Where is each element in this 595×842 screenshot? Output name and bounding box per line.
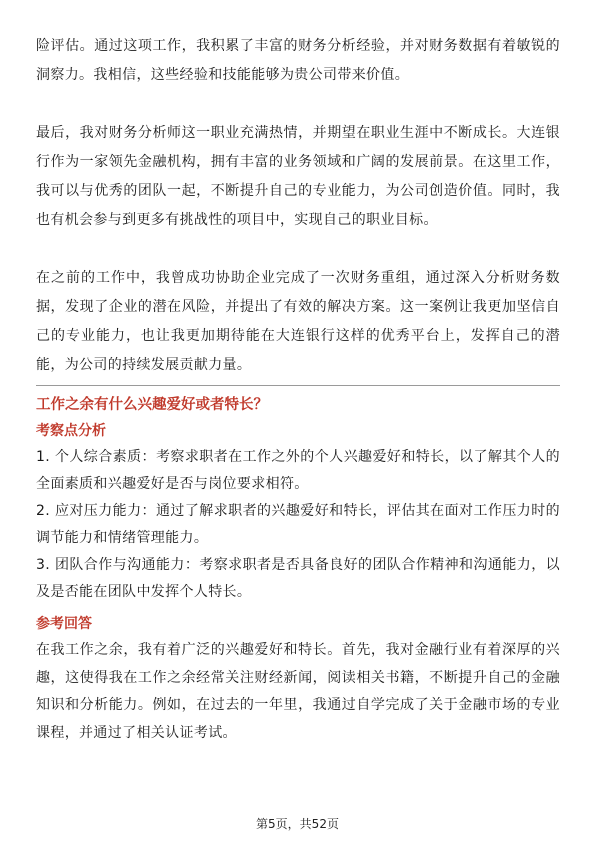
question-title: 工作之余有什么兴趣爱好或者特长？ <box>36 397 268 413</box>
analysis-item: 1. 个人综合素质：考察求职者在工作之外的个人兴趣爱好和特长，以了解其个人的全面素质和兴趣爱好是否与岗位要求相符。 <box>36 449 560 492</box>
answer-heading: 参考回答 <box>36 616 92 632</box>
analysis-item: 3. 团队合作与沟通能力：考察求职者是否具备良好的团队合作精神和沟通能力，以及是否能在团队中发挥个人特长。 <box>36 557 560 600</box>
paragraph-spacer <box>36 90 560 119</box>
section-divider <box>36 385 560 386</box>
analysis-item: 2. 应对压力能力：通过了解求职者的兴趣爱好和特长，评估其在面对工作压力时的调节能力和情绪管理能力。 <box>36 503 560 546</box>
answer-text: 在我工作之余，我有着广泛的兴趣爱好和特长。首先，我对金融行业有着深厚的兴趣，这使得我在工作之余经常关注财经新闻，阅读相关书籍，不断提升自己的金融知识和分析能力。例如，在过去的一年里，我通过自学完成了关于金融市场的专业课程，并通过了相关认证考试。 <box>36 642 560 741</box>
document-page <box>36 32 560 747</box>
analysis-heading: 考察点分析 <box>36 423 106 439</box>
body-paragraph: 最后，我对财务分析师这一职业充满热情，并期望在职业生涯中不断成长。大连银行作为一家领先金融机构，拥有丰富的业务领域和广阔的发展前景。在这里工作，我可以与优秀的团队一起，不断提升自己的专业能力，为公司创造价值。同时，我也有机会参与到更多有挑战性的项目中，实现自己的职业目标。 <box>36 125 560 228</box>
paragraph-spacer <box>36 235 560 264</box>
body-paragraph: 在之前的工作中，我曾成功协助企业完成了一次财务重组，通过深入分析财务数据，发现了企业的潜在风险，并提出了有效的解决方案。这一案例让我更加坚信自己的专业能力，也让我更加期待能在大连银行这样的优秀平台上，发挥自己的潜能，为公司的持续发展贡献力量。 <box>36 270 560 373</box>
page-number: 第5页，共52页 <box>256 817 339 831</box>
body-paragraph: 险评估。通过这项工作，我积累了丰富的财务分析经验，并对财务数据有着敏锐的洞察力。我相信，这些经验和技能能够为贵公司带来价值。 <box>36 38 560 83</box>
